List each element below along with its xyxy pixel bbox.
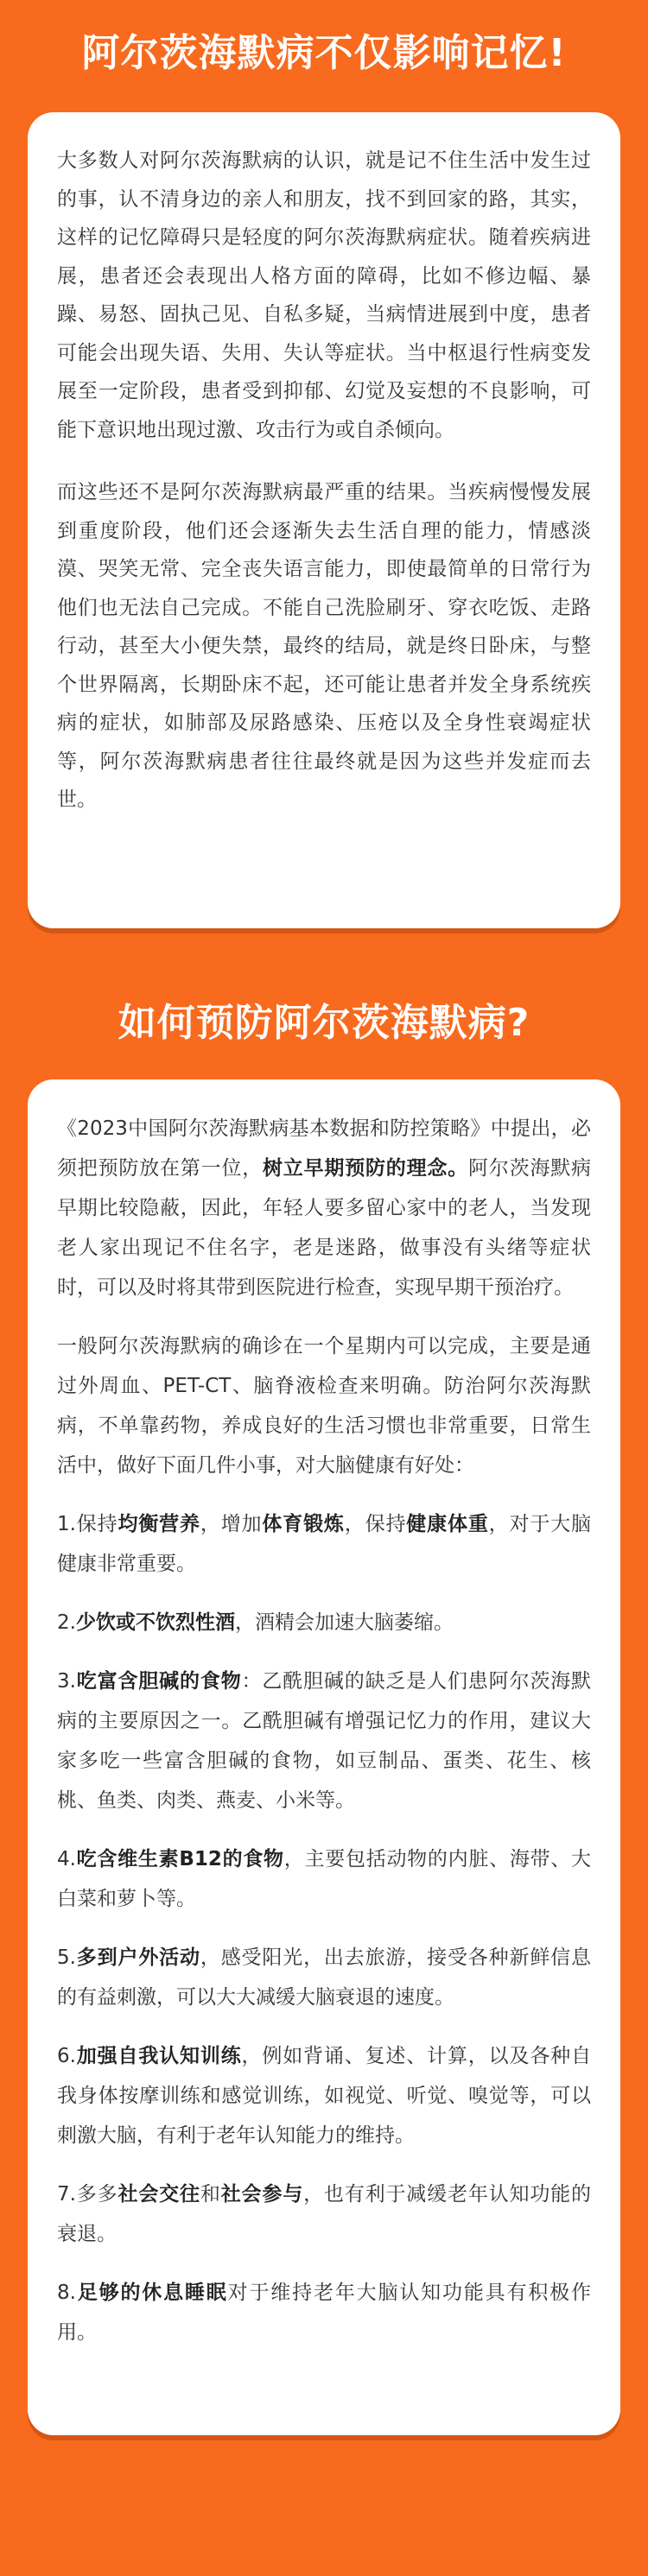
tip-2-text-2: ，酒精会加速大脑萎缩。	[234, 1611, 454, 1634]
tip-8-text-2: 对于维持老年大脑认知功能具有积极作用。	[57, 2282, 592, 2344]
tip-5-text-2: ，感受阳光，出去旅游，接受各种新鲜信息的有益刺激，可以大大减缓大脑衰退的速度。	[57, 1946, 592, 2009]
tip-7-text: 7.多多	[57, 2183, 118, 2206]
tip-5	[57, 1938, 591, 2017]
tip-4-text-2: ，主要包括动物的内脏、海带、大白菜和萝卜等。	[57, 1848, 592, 1910]
tip-1-text-4: ，对于大脑健康非常重要。	[57, 1513, 592, 1575]
tip-2-text: 2.	[57, 1611, 76, 1634]
tip-7-text-3: ，也有利于减缓老年认知功能的衰退。	[57, 2183, 592, 2245]
tip-4-bold: 吃含维生素B12的食物	[75, 1848, 284, 1870]
tip-6-bold: 加强自我认知训练	[75, 2045, 242, 2067]
tip-4	[57, 1839, 591, 1919]
tip-6-text-2: ，例如背诵、复述、计算，以及各种自我身体按摩训练和感觉训练，如视觉、听觉、嗅觉等，可以刺激大脑，有利于老年认知能力的维持。	[57, 2045, 592, 2147]
section2-card	[28, 1079, 620, 2435]
section2-heading: 如何预防阿尔茨海默病?	[118, 1001, 530, 1045]
tip-1-text-3: ，保持	[344, 1513, 407, 1535]
section1-paragraph-1: 大多数人对阿尔茨海默病的认识，就是记不住生活中发生过的事，认不清身边的亲人和朋友，找不到回家的路，其实，这样的记忆障碍只是轻度的阿尔茨海默病症状。随着疾病进展，患者还会表现出人格方面的障碍，比如不修边幅、暴躁、易怒、固执己见、自私多疑，当病情进展到中度，患者可能会出现失语、失用、失认等症状。当中枢退行性病变发展至一定阶段，患者受到抑郁、幻觉及妄想的不良影响，可能下意识地出现过激、攻击行为或自杀倾向。	[57, 149, 591, 441]
tip-3	[57, 1661, 591, 1820]
tip-1-bold-3: 健康体重	[406, 1513, 489, 1535]
tip-5-text: 5.	[57, 1946, 76, 1969]
tip-8-bold: 足够的休息睡眠	[75, 2282, 228, 2304]
tip-5-bold: 多到户外活动	[75, 1946, 200, 1969]
tip-1-text-2: ，增加	[200, 1513, 263, 1535]
intro-bold: 树立早期预防的理念。	[263, 1157, 468, 1180]
intro-paragraph	[57, 1109, 591, 1307]
tip-6	[57, 2036, 591, 2155]
tip-7-text-2: 和	[200, 2183, 221, 2206]
section1-card	[28, 112, 620, 928]
tip-7-bold-2: 社会参与	[220, 2183, 304, 2206]
tip-7-bold-1: 社会交往	[118, 2183, 200, 2206]
intro-text-a: 《2023中国阿尔茨海默病基本数据和防控策略》中提出，必须把预防放在第一位，	[57, 1117, 591, 1180]
tip-1	[57, 1504, 591, 1584]
tip-6-text: 6.	[57, 2045, 76, 2067]
section1-paragraph-2: 而这些还不是阿尔茨海默病最严重的结果。当疾病慢慢发展到重度阶段，他们还会逐渐失去生活自理的能力，情感淡漠、哭笑无常、完全丧失语言能力，即使最简单的日常行为他们也无法自己完成。不能自己洗脸刷牙、穿衣吃饭、走路行动，甚至大小便失禁，最终的结局，就是终日卧床，与整个世界隔离，长期卧床不起，还可能让患者并发全身系统疾病的症状，如肺部及尿路感染、压疮以及全身性衰竭症状等，阿尔茨海默病患者往往最终就是因为这些并发症而去世。	[57, 481, 591, 811]
tip-3-text: 3.	[57, 1670, 76, 1693]
tip-8-text: 8.	[57, 2282, 76, 2304]
tip-1-bold-2: 体育锻炼	[262, 1513, 345, 1535]
tip-1-text: 1.保持	[57, 1513, 118, 1535]
diagnosis-paragraph: 一般阿尔茨海默病的确诊在一个星期内可以完成，主要是通过外周血、PET-CT、脑脊液检查来明确。防治阿尔茨海默病，不单靠药物，养成良好的生活习惯也非常重要，日常生活中，做好下面几件小事，对大脑健康有好处：	[57, 1335, 591, 1477]
tip-3-bold: 吃富含胆碱的食物	[75, 1670, 242, 1693]
tip-3-text-2: ：乙酰胆碱的缺乏是人们患阿尔茨海默病的主要原因之一。乙酰胆碱有增强记忆力的作用，建议大家多吃一些富含胆碱的食物，如豆制品、蛋类、花生、核桃、鱼类、肉类、燕麦、小米等。	[57, 1670, 592, 1812]
tip-7	[57, 2174, 591, 2254]
tip-1-bold-1: 均衡营养	[118, 1513, 200, 1535]
section1-heading: 阿尔茨海默病不仅影响记忆!	[81, 31, 567, 75]
tip-2-bold: 少饮或不饮烈性酒	[75, 1611, 235, 1634]
tip-2	[57, 1603, 591, 1642]
tip-4-text: 4.	[57, 1848, 76, 1870]
intro-text-b: 阿尔茨海默病早期比较隐蔽，因此，年轻人要多留心家中的老人，当发现老人家出现记不住名字，老是迷路，做事没有头绪等症状时，可以及时将其带到医院进行检查，实现早期干预治疗。	[57, 1157, 592, 1299]
tip-8	[57, 2273, 591, 2352]
